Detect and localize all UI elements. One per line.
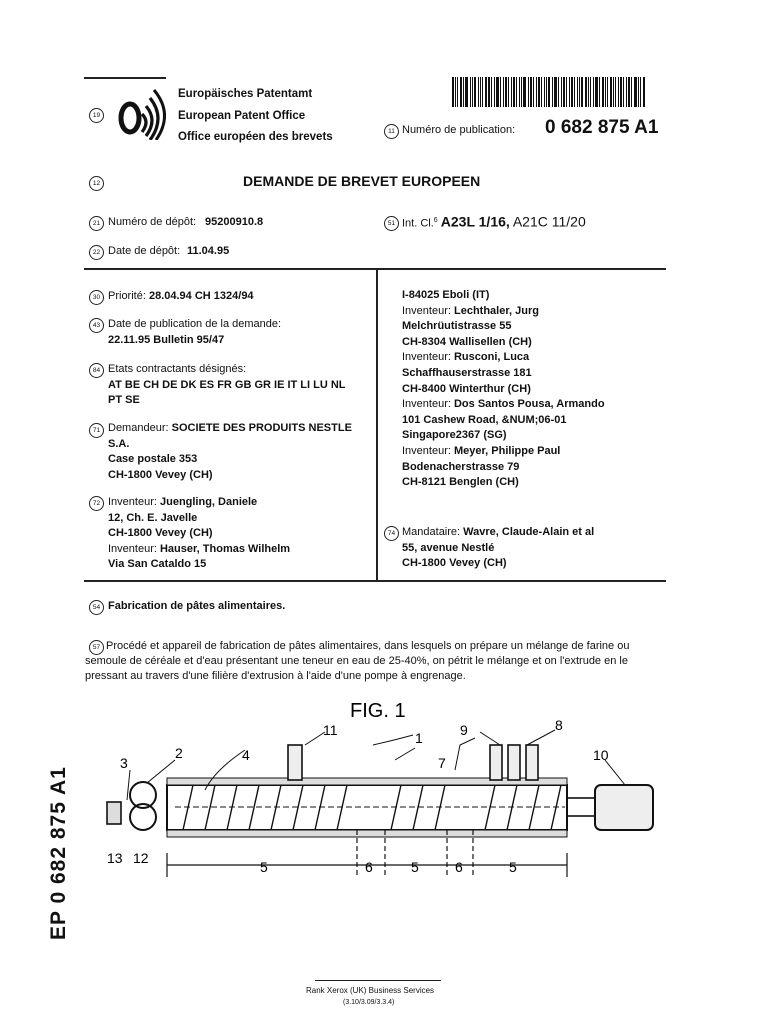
ref-numeral-11: 11 bbox=[323, 722, 338, 738]
inventor-label: Inventeur: bbox=[108, 496, 157, 508]
applicant-name: SOCIETE DES PRODUITS NESTLE bbox=[171, 422, 352, 434]
agent-block bbox=[402, 525, 594, 572]
ref-numeral-12: 12 bbox=[133, 850, 149, 866]
publication-date-value: 22.11.95 Bulletin 95/47 bbox=[108, 333, 225, 346]
figure-title: FIG. 1 bbox=[350, 700, 406, 722]
barcode-bar bbox=[457, 77, 458, 107]
barcode-bar bbox=[552, 77, 553, 107]
barcode-bar bbox=[581, 77, 583, 107]
office-name-fr: Office européen des brevets bbox=[178, 131, 333, 143]
barcode-bar bbox=[626, 77, 627, 107]
barcode-bar bbox=[563, 77, 565, 107]
inv2-address-1: Schaffhauserstrasse 181 bbox=[402, 366, 532, 379]
barcode-bar bbox=[500, 77, 501, 107]
designated-states-line2: PT SE bbox=[108, 394, 140, 407]
inid-code-54: 54 bbox=[89, 600, 104, 615]
barcode-bar bbox=[496, 77, 499, 107]
ref-numeral-5b: 5 bbox=[411, 859, 419, 875]
inventor-address-2: CH-1800 Vevey (CH) bbox=[108, 527, 213, 540]
inv4-label: Inventeur: bbox=[402, 444, 451, 457]
inid-code-19: 19 bbox=[89, 108, 104, 123]
barcode-bar bbox=[519, 77, 520, 107]
agent-address-1: 55, avenue Nestlé bbox=[402, 541, 495, 554]
footer-code: (3.10/3.09/3.3.4) bbox=[343, 999, 395, 1006]
applicant-name-cont: S.A. bbox=[108, 437, 130, 450]
inid-code-71: 71 bbox=[89, 423, 104, 438]
barcode-bar bbox=[571, 77, 573, 107]
barcode-bar bbox=[579, 77, 580, 107]
inv2-label: Inventeur: bbox=[402, 351, 451, 364]
classification-label: Int. Cl. bbox=[402, 217, 434, 230]
barcode-bar bbox=[548, 77, 550, 107]
barcode-bar bbox=[494, 77, 495, 107]
barcode-bar bbox=[528, 77, 529, 107]
inv4-address-1: Bodenacherstrasse 79 bbox=[402, 460, 520, 473]
classification-secondary: A21C 11/20 bbox=[512, 213, 586, 230]
ref-numeral-9: 9 bbox=[460, 722, 468, 738]
agent-address-2: CH-1800 Vevey (CH) bbox=[402, 557, 507, 570]
barcode-bar bbox=[503, 77, 504, 107]
filing-date-label: Date de dépôt: bbox=[108, 245, 181, 257]
barcode-bar bbox=[574, 77, 575, 107]
priority-line bbox=[108, 290, 254, 303]
spine-publication-number: EP 0 682 875 A1 bbox=[47, 766, 70, 940]
barcode-bar bbox=[511, 77, 512, 107]
inventor-name: Juengling, Daniele bbox=[159, 496, 258, 508]
inv2-address-2: CH-8400 Winterthur (CH) bbox=[402, 382, 531, 395]
barcode-bar bbox=[623, 77, 624, 107]
ref-numeral-13: 13 bbox=[107, 850, 123, 866]
priority-label: Priorité: bbox=[108, 290, 146, 302]
barcode-bar bbox=[533, 77, 534, 107]
agent-name: Wavre, Claude-Alain et al bbox=[463, 526, 595, 538]
barcode-bar bbox=[631, 77, 632, 107]
barcode-bar bbox=[590, 77, 591, 107]
ref-numeral-5a: 5 bbox=[260, 859, 268, 875]
inid-code-21: 21 bbox=[89, 216, 104, 231]
barcode-bar bbox=[530, 77, 532, 107]
office-name-de: Europäisches Patentamt bbox=[178, 88, 313, 100]
barcode-bar bbox=[615, 77, 616, 107]
inv3-address-2: Singapore2367 (SG) bbox=[402, 429, 507, 442]
ref-numeral-7: 7 bbox=[438, 755, 446, 771]
inid-code-57: 57 bbox=[89, 640, 104, 655]
barcode-bar bbox=[599, 77, 600, 107]
application-number-label: Numéro de dépôt: bbox=[108, 216, 197, 228]
bibliographic-bottom-rule bbox=[84, 580, 666, 582]
barcode-bar bbox=[455, 77, 456, 107]
classification-edition: 6 bbox=[433, 217, 438, 224]
barcode-bar bbox=[607, 77, 608, 107]
ref-numeral-5c: 5 bbox=[509, 859, 517, 875]
barcode-bar bbox=[620, 77, 622, 107]
barcode-bar bbox=[544, 77, 545, 107]
barcode-bar bbox=[569, 77, 570, 107]
inv3-label: Inventeur: bbox=[402, 398, 451, 411]
inid-code-51: 51 bbox=[384, 216, 399, 231]
barcode-bar bbox=[472, 77, 473, 107]
inventor-name-2: Hauser, Thomas Wilhelm bbox=[159, 542, 291, 555]
ref-numeral-8: 8 bbox=[555, 717, 563, 733]
designated-states-block bbox=[108, 362, 346, 409]
inid-code-12: 12 bbox=[89, 176, 104, 191]
barcode-bar bbox=[628, 77, 630, 107]
barcode-bar bbox=[491, 77, 492, 107]
barcode-bar bbox=[465, 77, 468, 107]
right-inventors-block bbox=[402, 288, 605, 491]
invention-title: Fabrication de pâtes alimentaires. bbox=[108, 600, 286, 612]
footer-rule bbox=[315, 980, 441, 981]
ref-numeral-2: 2 bbox=[175, 745, 183, 761]
abstract-line-3: pressant au travers d'une filière d'extrusion à l'aide d'une pompe à engrenage. bbox=[85, 670, 466, 682]
inv4-name: Meyer, Philippe Paul bbox=[453, 444, 561, 457]
agent-label: Mandataire: bbox=[402, 526, 461, 538]
barcode-bar bbox=[634, 77, 637, 107]
designated-states-label: Etats contractants désignés: bbox=[108, 363, 247, 375]
barcode-bar bbox=[643, 77, 645, 107]
applicant-address-2: CH-1800 Vevey (CH) bbox=[108, 468, 213, 481]
publication-label: Numéro de publication: bbox=[402, 124, 516, 136]
barcode-bar bbox=[541, 77, 542, 107]
header-top-rule bbox=[84, 77, 166, 79]
document-type-title: DEMANDE DE BREVET EUROPEEN bbox=[243, 173, 481, 189]
inv1-address-1: Melchrüutistrasse 55 bbox=[402, 320, 512, 333]
applicant-address-1: Case postale 353 bbox=[108, 453, 198, 466]
abstract-line-2: semoule de céréale et d'eau présentant une teneur en eau de 25-40%, on pétrit le mélange et on l'extrude en le bbox=[85, 655, 628, 667]
inv4-address-2: CH-8121 Benglen (CH) bbox=[402, 476, 519, 489]
inventor-address-3: Via San Cataldo 15 bbox=[108, 558, 207, 571]
barcode-bar bbox=[452, 77, 454, 107]
barcode-bar bbox=[593, 77, 594, 107]
ref-numeral-6b: 6 bbox=[455, 859, 463, 875]
barcode-bar bbox=[610, 77, 612, 107]
column-divider bbox=[376, 268, 378, 581]
barcode-bar bbox=[523, 77, 526, 107]
abstract-line-1: Procédé et appareil de fabrication de pâtes alimentaires, dans lesquels on prépare un mélange de farine ou bbox=[106, 640, 630, 652]
barcode-bar bbox=[558, 77, 559, 107]
inid-code-22: 22 bbox=[89, 245, 104, 260]
barcode-bar bbox=[554, 77, 557, 107]
inv1-label: Inventeur: bbox=[402, 304, 451, 317]
inid-code-74: 74 bbox=[384, 526, 399, 541]
designated-states-line1: AT BE CH DE DK ES FR GB GR IE IT LI LU NL bbox=[108, 378, 346, 391]
barcode-bar bbox=[474, 77, 476, 107]
inv3-name: Dos Santos Pousa, Armando bbox=[453, 398, 605, 411]
publication-date-label: Date de publication de la demande: bbox=[108, 318, 282, 330]
inventor-address-1: 12, Ch. E. Javelle bbox=[108, 511, 198, 524]
barcode-bar bbox=[482, 77, 483, 107]
inv3-address-1: 101 Cashew Road, &NUM;06-01 bbox=[402, 413, 567, 426]
barcode-bar bbox=[638, 77, 639, 107]
barcode-bar bbox=[613, 77, 614, 107]
inventor-label-2: Inventeur: bbox=[108, 542, 157, 555]
barcode-bar bbox=[508, 77, 509, 107]
barcode-bar bbox=[561, 77, 562, 107]
ref-numeral-10: 10 bbox=[593, 747, 609, 763]
ref-numeral-1: 1 bbox=[415, 730, 423, 746]
footer-printer: Rank Xerox (UK) Business Services bbox=[306, 986, 435, 995]
classification-main: A23L 1/16, bbox=[440, 213, 510, 230]
barcode-bar bbox=[478, 77, 479, 107]
ref-numeral-4: 4 bbox=[242, 747, 250, 763]
inid-code-30: 30 bbox=[89, 290, 104, 305]
inv1-name: Lechthaler, Jurg bbox=[453, 304, 539, 317]
priority-value: 28.04.94 CH 1324/94 bbox=[148, 290, 254, 302]
epo-logo-icon bbox=[116, 84, 166, 140]
barcode-bar bbox=[640, 77, 641, 107]
inid-code-43: 43 bbox=[89, 318, 104, 333]
barcode-bar bbox=[505, 77, 507, 107]
figure-1-drawing bbox=[95, 690, 665, 880]
barcode-bar bbox=[516, 77, 517, 107]
barcode-bar bbox=[480, 77, 481, 107]
barcode bbox=[452, 77, 664, 107]
barcode-bar bbox=[488, 77, 490, 107]
barcode-bar bbox=[602, 77, 604, 107]
barcode-bar bbox=[521, 77, 522, 107]
right-line-eboli: I-84025 Eboli (IT) bbox=[402, 289, 490, 301]
inv2-name: Rusconi, Luca bbox=[453, 351, 530, 364]
publication-date-block bbox=[108, 317, 281, 348]
barcode-bar bbox=[460, 77, 462, 107]
barcode-bar bbox=[536, 77, 537, 107]
barcode-bar bbox=[577, 77, 578, 107]
barcode-bar bbox=[595, 77, 598, 107]
applicant-label: Demandeur: bbox=[108, 422, 169, 434]
barcode-bar bbox=[538, 77, 540, 107]
barcode-bar bbox=[588, 77, 589, 107]
barcode-bar bbox=[605, 77, 606, 107]
publication-number: 0 682 875 A1 bbox=[545, 117, 659, 138]
ref-numeral-6a: 6 bbox=[365, 859, 373, 875]
inv1-address-2: CH-8304 Wallisellen (CH) bbox=[402, 335, 532, 348]
barcode-bar bbox=[470, 77, 471, 107]
filing-date: 11.04.95 bbox=[187, 245, 230, 257]
classification-line bbox=[402, 213, 586, 232]
barcode-bar bbox=[585, 77, 587, 107]
inid-code-72: 72 bbox=[89, 496, 104, 511]
barcode-bar bbox=[463, 77, 464, 107]
applicant-block bbox=[108, 421, 352, 483]
inventor-block bbox=[108, 495, 290, 573]
ref-numeral-3: 3 bbox=[120, 755, 128, 771]
application-number: 95200910.8 bbox=[205, 216, 264, 228]
barcode-bar bbox=[618, 77, 619, 107]
barcode-bar bbox=[566, 77, 567, 107]
inid-code-84: 84 bbox=[89, 363, 104, 378]
inid-code-11: 11 bbox=[384, 124, 399, 139]
bibliographic-top-rule bbox=[84, 268, 666, 270]
barcode-bar bbox=[546, 77, 547, 107]
office-name-en: European Patent Office bbox=[178, 110, 306, 122]
barcode-bar bbox=[513, 77, 515, 107]
barcode-bar bbox=[485, 77, 487, 107]
